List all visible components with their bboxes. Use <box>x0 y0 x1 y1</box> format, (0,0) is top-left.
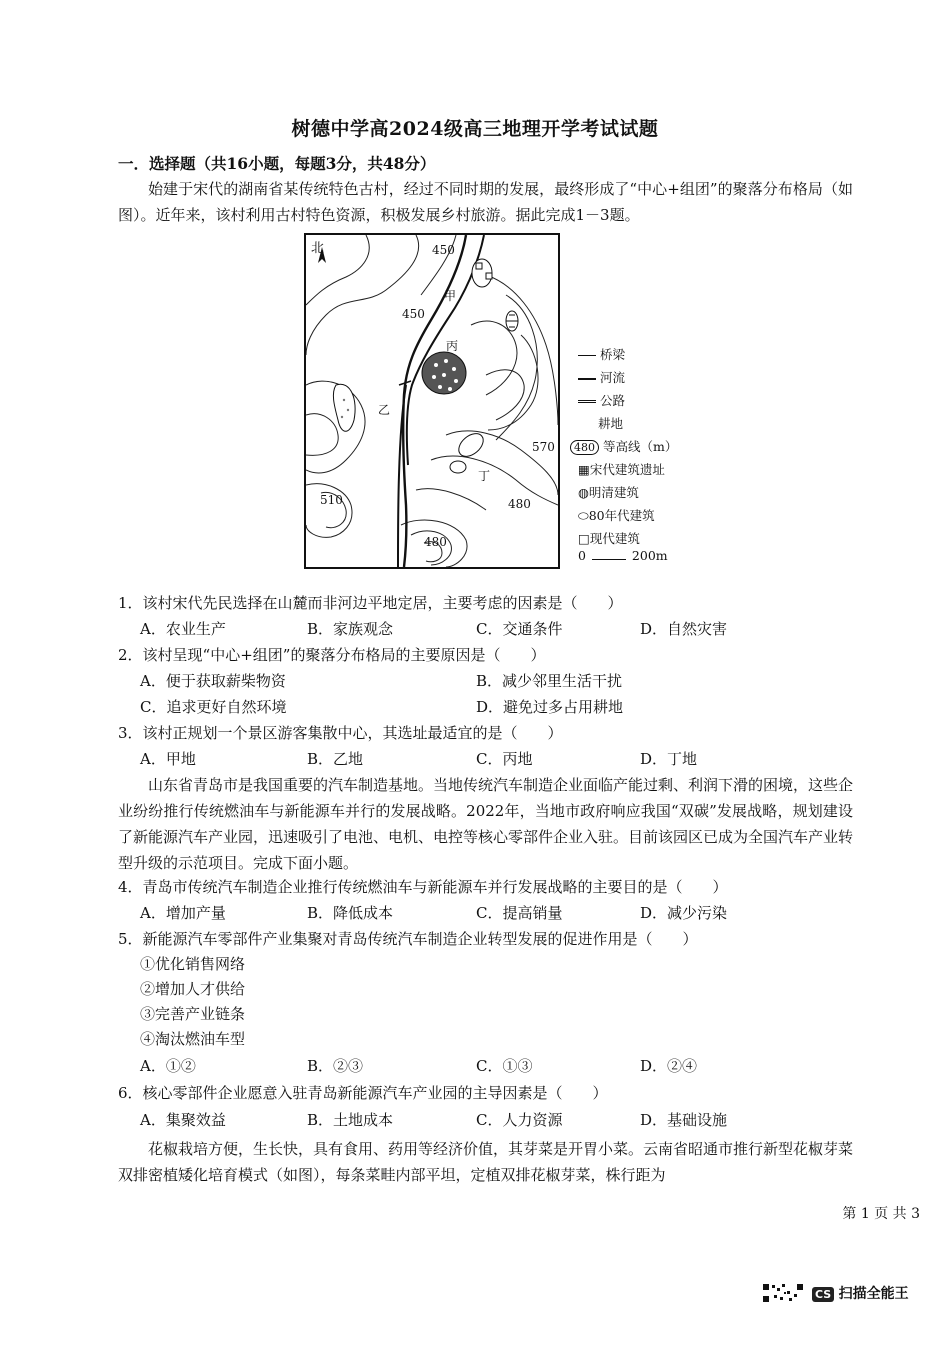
camscanner-logo-icon: CS <box>812 1287 834 1302</box>
eighties-building-icon: ⬭ <box>578 508 589 523</box>
contour-map-drawing <box>306 235 558 567</box>
q3-option-a[interactable]: A．甲地 <box>140 750 196 768</box>
map-scale-bar: 0 200m <box>578 548 668 563</box>
legend-road: 公路 <box>578 391 625 409</box>
q6-option-a[interactable]: A．集聚效益 <box>140 1111 226 1129</box>
q2-option-d[interactable]: D．避免过多占用耕地 <box>476 698 624 716</box>
village-map <box>304 233 560 569</box>
question-6: 6．核心零部件企业愿意入驻青岛新能源汽车产业园的主导因素是（ ） <box>118 1084 608 1102</box>
legend-contour: 480 等高线（m） <box>570 437 677 455</box>
modern-building-icon: □ <box>578 531 590 546</box>
q5-option-a[interactable]: A．①② <box>140 1057 196 1075</box>
q6-option-b[interactable]: B．土地成本 <box>307 1111 394 1129</box>
song-ruins-icon: ▦ <box>578 462 590 477</box>
q5-item-2: ②增加人才供给 <box>140 980 246 998</box>
legend-ming-qing: ◍明清建筑 <box>578 485 639 500</box>
q4-option-c[interactable]: C．提高销量 <box>476 904 563 922</box>
q2-option-c[interactable]: C．追求更好自然环境 <box>140 698 287 716</box>
q1-option-b[interactable]: B．家族观念 <box>307 620 394 638</box>
question-3: 3．该村正规划一个景区游客集散中心，其选址最适宜的是（ ） <box>118 724 563 742</box>
scanner-badge: CS 扫描全能王 <box>812 1283 909 1303</box>
river-line-icon <box>578 378 596 380</box>
q5-item-4: ④淘汰燃油车型 <box>140 1030 246 1048</box>
scale-line <box>592 553 626 560</box>
q5-option-b[interactable]: B．②③ <box>307 1057 364 1075</box>
q4-option-a[interactable]: A．增加产量 <box>140 904 226 922</box>
q5-item-3: ③完善产业链条 <box>140 1005 246 1023</box>
qr-code-icon <box>762 1283 804 1303</box>
q1-option-c[interactable]: C．交通条件 <box>476 620 563 638</box>
intro-paragraph-3: 花椒栽培方便，生长快，具有食用、药用等经济价值，其芽菜是开胃小菜。云南省昭通市推行新型花椒芽菜双排密植矮化培育模式（如图），每条菜畦内部平坦，定植双排花椒芽菜，株行距为 <box>118 1140 854 1184</box>
q4-option-b[interactable]: B．降低成本 <box>307 904 394 922</box>
q5-option-d[interactable]: D．②④ <box>640 1057 698 1075</box>
intro-paragraph-1: 始建于宋代的湖南省某传统特色古村，经过不同时期的发展，最终形成了“中心+组团”的聚落分布格局（如图）。近年来，该村利用古村特色资源，积极发展乡村旅游。据此完成1－3题。 <box>118 180 853 224</box>
q2-option-a[interactable]: A．便于获取薪柴物资 <box>140 672 286 690</box>
contour-label-480-right: 480 <box>508 497 531 511</box>
section-heading: 一．选择题（共16小题，每题3分，共48分） <box>118 154 436 173</box>
legend-bridge: 桥梁 <box>578 345 625 363</box>
q3-option-d[interactable]: D．丁地 <box>640 750 698 768</box>
legend-modern: □现代建筑 <box>578 531 640 546</box>
place-ding: 丁 <box>478 469 491 483</box>
contour-label-480-bottom: 480 <box>424 535 447 549</box>
q6-option-c[interactable]: C．人力资源 <box>476 1111 563 1129</box>
question-1: 1．该村宋代先民选择在山麓而非河边平地定居，主要考虑的因素是（ ） <box>118 594 623 612</box>
place-jia: 甲 <box>444 289 457 303</box>
legend-song-ruins: ▦宋代建筑遗址 <box>578 462 665 477</box>
question-4: 4．青岛市传统汽车制造企业推行传统燃油车与新能源车并行发展战略的主要目的是（ ） <box>118 878 728 896</box>
intro-paragraph-2: 山东省青岛市是我国重要的汽车制造基地。当地传统汽车制造企业面临产能过剩、利润下滑的困境，这些企业纷纷推行传统燃油车与新能源车并行的发展战略。2022年，当地市政府响应我国“双碳”发展战略，规划建设了新能源汽车产业园，迅速吸引了电池、电机、电控等核心零部件企业入驻。目前该园区已成为全国汽车产业转型升级的示范项目。完成下面小题。 <box>118 776 854 872</box>
contour-label-570: 570 <box>532 440 555 454</box>
q5-option-c[interactable]: C．①③ <box>476 1057 533 1075</box>
question-2: 2．该村呈现“中心+组团”的聚落分布格局的主要原因是（ ） <box>118 646 546 664</box>
north-label: 北 <box>311 241 325 256</box>
place-bing: 丙 <box>446 339 459 353</box>
question-5: 5．新能源汽车零部件产业集聚对青岛传统汽车制造企业转型发展的促进作用是（ ） <box>118 930 698 948</box>
legend-eighties: ⬭80年代建筑 <box>578 508 655 523</box>
q1-option-a[interactable]: A．农业生产 <box>140 620 226 638</box>
legend-farmland: 耕地 <box>598 416 624 431</box>
page-footer: 第 1 页 共 3 <box>842 1206 920 1222</box>
contour-label-510: 510 <box>320 493 343 507</box>
q6-option-d[interactable]: D．基础设施 <box>640 1111 728 1129</box>
q2-option-b[interactable]: B．减少邻里生活干扰 <box>476 672 623 690</box>
q4-option-d[interactable]: D．减少污染 <box>640 904 728 922</box>
contour-label-450-left: 450 <box>402 307 425 321</box>
contour-label-450-top: 450 <box>432 243 455 257</box>
q3-option-c[interactable]: C．丙地 <box>476 750 533 768</box>
ming-qing-icon: ◍ <box>578 485 589 500</box>
q5-item-1: ①优化销售网络 <box>140 955 246 973</box>
contour-icon: 480 <box>570 440 599 455</box>
road-line-icon <box>578 400 596 403</box>
exam-title: 树德中学高2024级高三地理开学考试试题 <box>291 118 659 140</box>
q3-option-b[interactable]: B．乙地 <box>307 750 364 768</box>
place-yi: 乙 <box>378 403 391 417</box>
q1-option-d[interactable]: D．自然灾害 <box>640 620 728 638</box>
bridge-icon <box>578 355 596 356</box>
legend-river: 河流 <box>578 368 625 386</box>
